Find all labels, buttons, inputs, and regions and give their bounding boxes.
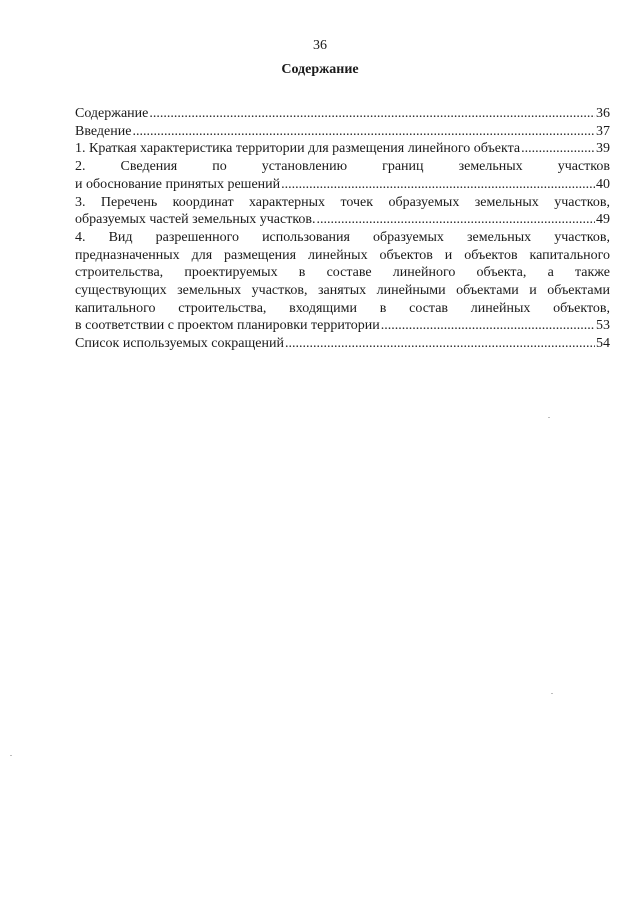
- toc-entry-text: 3. Перечень координат характерных точек образуемых земельных участков,: [75, 194, 610, 210]
- toc-entry-text: в соответствии с проектом планировки территории: [75, 318, 380, 334]
- page-title: Содержание: [281, 62, 359, 77]
- page-number: 36: [313, 38, 327, 53]
- toc-entry-section-4: [75, 229, 610, 335]
- scan-speck: [10, 755, 12, 756]
- toc-page-number: 53: [596, 318, 610, 334]
- toc-entry-text: Введение: [75, 123, 132, 139]
- scan-speck: [548, 417, 550, 418]
- toc-entry-text: строительства, проектируемых в составе линейного объекта, а также: [75, 265, 610, 281]
- toc-entry-introduction: [75, 123, 610, 141]
- dot-leader: [132, 123, 595, 141]
- toc-page-number: 37: [596, 123, 610, 139]
- toc-entry-contents: [75, 105, 610, 123]
- toc-entry-text: Содержание: [75, 106, 149, 121]
- dot-leader: [281, 176, 595, 194]
- toc-page-number: 54: [596, 336, 610, 352]
- toc-page-number: 36: [596, 106, 610, 121]
- dot-leader: [149, 105, 595, 123]
- toc-entry-section-3: [75, 194, 610, 229]
- toc-entry-text: 2. Сведения по установлению границ земельных участков: [75, 159, 610, 175]
- toc-entry-abbreviations: [75, 335, 610, 353]
- toc-entry-section-1: [75, 140, 610, 158]
- toc-entry-text: существующих земельных участков, занятых линейными объектами и объектами: [75, 283, 610, 299]
- dot-leader: [521, 140, 595, 158]
- scan-speck: [551, 693, 553, 694]
- toc-entry-text: предназначенных для размещения линейных объектов и объектов капитального: [75, 247, 610, 263]
- dot-leader: [285, 335, 595, 353]
- toc-entry-text: 1. Краткая характеристика территории для размещения линейного объекта: [75, 141, 521, 157]
- toc-page-number: 39: [596, 141, 610, 157]
- toc-entry-text: и обоснование принятых решений: [75, 176, 281, 192]
- toc-entry-text: капитального строительства, входящими в состав линейных объектов,: [75, 300, 610, 316]
- dot-leader: [381, 317, 595, 335]
- dot-leader: [317, 211, 595, 229]
- table-of-contents: [75, 105, 610, 353]
- toc-entry-text: Список используемых сокращений: [75, 336, 284, 352]
- toc-page-number: 49: [596, 212, 610, 228]
- toc-entry-text: образуемых частей земельных участков.: [75, 212, 316, 228]
- toc-entry-section-2: [75, 158, 610, 193]
- toc-entry-text: 4. Вид разрешенного использования образуемых земельных участков,: [75, 229, 610, 245]
- toc-page-number: 40: [596, 176, 610, 192]
